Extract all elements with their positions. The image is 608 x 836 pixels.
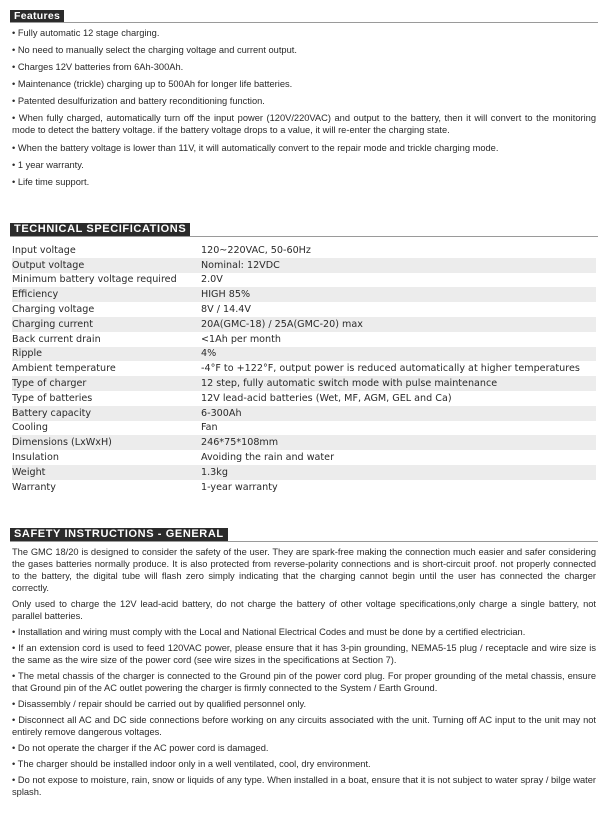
spec-row (12, 243, 596, 258)
spec-row (12, 317, 596, 332)
spec-value: 12V lead-acid batteries (Wet, MF, AGM, GEL and Ca) (201, 392, 452, 404)
feature-item: • Patented desulfurization and battery reconditioning function. (12, 96, 265, 107)
spec-label: Output voltage (12, 258, 201, 273)
spec-label: Ambient temperature (12, 363, 116, 375)
spec-label: Warranty (12, 481, 56, 493)
spec-row (12, 332, 596, 347)
safety-item: • Disassembly / repair should be carried out by qualified personnel only. (12, 699, 307, 709)
safety-paragraph: The GMC 18/20 is designed to consider the safety of the user. They are spark-free making the connection much easier and safer considering the gases batteries normally produce. It is also protected from reverse-polarity connections and is short-circuit proof. not properly connected to the battery, the digital tube will flash zero simply indicating that the charging cannot begin until the user has connected the charger correctly. (12, 547, 596, 593)
spec-label: Back current drain (12, 333, 101, 345)
feature-item: • Maintenance (trickle) charging up to 500Ah for longer life batteries. (12, 79, 293, 90)
spec-value: 246*75*108mm (201, 435, 596, 450)
spec-row (12, 376, 596, 391)
spec-row (12, 258, 596, 273)
safety-heading: SAFETY INSTRUCTIONS - GENERAL (10, 528, 228, 541)
spec-label: Weight (12, 465, 201, 480)
spec-row (12, 361, 596, 376)
safety-item: • Do not operate the charger if the AC power cord is damaged. (12, 743, 269, 753)
features-divider (10, 22, 598, 23)
safety-item: • Disconnect all AC and DC side connections before working on any circuits associated with the unit. Turning off AC input to the unit may not entirely remove dangerous voltages. (12, 715, 596, 737)
spec-label: Charging current (12, 317, 201, 332)
feature-item: • No need to manually select the charging voltage and current output. (12, 45, 297, 56)
spec-row (12, 287, 596, 302)
spec-value: Fan (201, 422, 218, 434)
spec-value: 4% (201, 347, 596, 362)
spec-label: Cooling (12, 422, 48, 434)
spec-label: Charging voltage (12, 304, 95, 316)
spec-label: Dimensions (LxWxH) (12, 435, 201, 450)
feature-item: • When the battery voltage is lower than 11V, it will automatically convert to the repair mode and trickle charging mode. (12, 142, 499, 153)
spec-value: Avoiding the rain and water (201, 452, 335, 464)
spec-row (12, 421, 596, 436)
spec-row (12, 480, 596, 495)
spec-value: HIGH 85% (201, 287, 596, 302)
spec-value: 1.3kg (201, 465, 596, 480)
spec-row (12, 391, 596, 406)
spec-value: Nominal: 12VDC (201, 258, 596, 273)
spec-row (12, 406, 596, 421)
safety-item: • If an extension cord is used to feed 120VAC power, please ensure that it has 3-pin grounding, NEMA5-15 plug / receptacle and wire size is the same as the wire size of the power cord (see wire sizes in the specifications at Section 7). (12, 643, 596, 665)
features-heading: Features (10, 10, 64, 23)
spec-value: -4°F to +122°F, output power is reduced automatically at higher temperatures (201, 363, 580, 375)
tech-specs-divider (10, 236, 598, 237)
safety-item: • Installation and wiring must comply with the Local and National Electrical Codes and must be done by a certified electrician. (12, 627, 526, 637)
feature-item: • Life time support. (12, 176, 90, 187)
feature-item: • Fully automatic 12 stage charging. (12, 28, 160, 38)
spec-value: <1Ah per month (201, 333, 281, 345)
spec-value: 1-year warranty (201, 481, 278, 493)
spec-label: Minimum battery voltage required (12, 274, 177, 286)
safety-item: • The metal chassis of the charger is connected to the Ground pin of the power cord plug. For proper grounding of the metal chassis, ensure that Ground pin of the AC outlet powering the charger is firmly connected to the System / Earth Ground. (12, 671, 596, 693)
feature-item: • When fully charged, automatically turn off the input power (120V/220VAC) and output to the battery, then it will convert to the monitoring mode to detect the battery voltage. if the battery voltage drops to a value, it will re-enter the charging state. (12, 113, 596, 136)
spec-row (12, 435, 596, 450)
spec-value: 8V / 14.4V (201, 304, 251, 316)
spec-row (12, 465, 596, 480)
feature-item: • 1 year warranty. (12, 159, 84, 170)
spec-row (12, 302, 596, 317)
feature-item: • Charges 12V batteries from 6Ah-300Ah. (12, 62, 184, 73)
safety-item: • The charger should be installed indoor only in a well ventilated, cool, dry environment. (12, 759, 371, 769)
features-list (12, 27, 596, 193)
spec-label: Efficiency (12, 287, 201, 302)
spec-label: Ripple (12, 347, 201, 362)
spec-value: 12 step, fully automatic switch mode with pulse maintenance (201, 376, 596, 391)
spec-label: Battery capacity (12, 406, 201, 421)
spec-table (12, 243, 596, 495)
spec-row (12, 450, 596, 465)
spec-value: 2.0V (201, 274, 223, 286)
spec-label: Input voltage (12, 244, 76, 256)
safety-list (12, 546, 596, 802)
spec-row (12, 273, 596, 288)
spec-value: 20A(GMC-18) / 25A(GMC-20) max (201, 317, 596, 332)
spec-value: 6-300Ah (201, 406, 596, 421)
spec-value: 120~220VAC, 50-60Hz (201, 244, 311, 256)
safety-divider (10, 541, 598, 542)
tech-specs-heading: TECHNICAL SPECIFICATIONS (10, 223, 190, 236)
spec-label: Type of charger (12, 376, 201, 391)
safety-paragraph: Only used to charge the 12V lead-acid battery, do not charge the battery of other voltage specifications,only charge a single battery, not parallel batteries. (12, 599, 596, 621)
spec-label: Insulation (12, 452, 59, 464)
safety-item: • Do not expose to moisture, rain, snow or liquids of any type. When installed in a boat, ensure that it is not subject to water spray / bilge water splash. (12, 775, 596, 797)
spec-row (12, 347, 596, 362)
spec-label: Type of batteries (12, 392, 93, 404)
